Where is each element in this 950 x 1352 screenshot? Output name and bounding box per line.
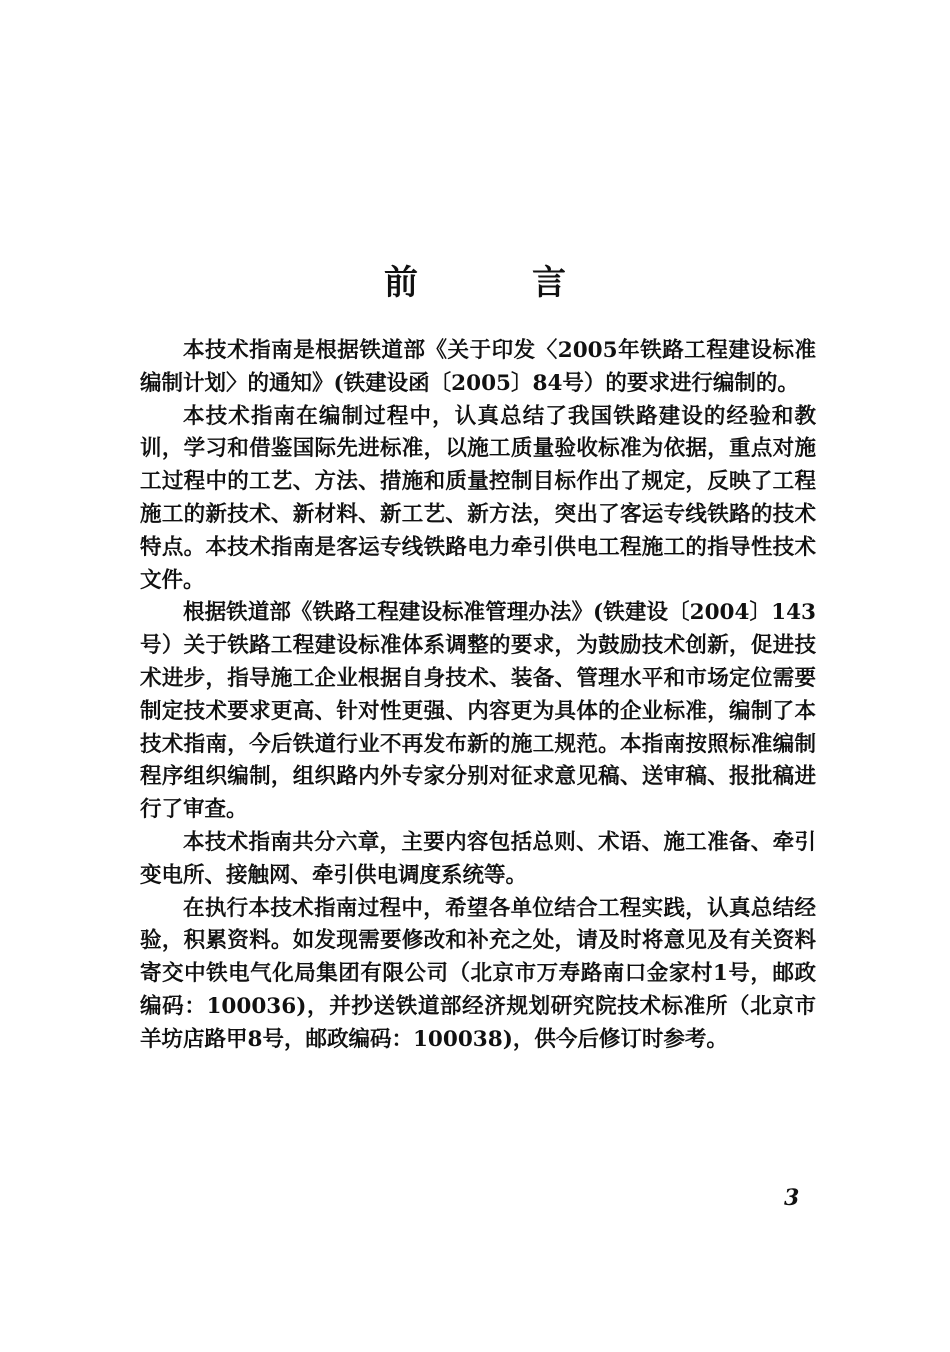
paragraph-1: 本技术指南是根据铁道部《关于印发〈2005年铁路工程建设标准编制计划〉的通知》(铁建设函〔2005〕84号）的要求进行编制的。 — [140, 338, 816, 396]
paragraph-2: 本技术指南在编制过程中，认真总结了我国铁路建设的经验和教训，学习和借鉴国际先进标准，以施工质量验收标准为依据，重点对施工过程中的工艺、方法、措施和质量控制目标作出了规定，反映了工程施工的新技术、新材料、新工艺、新方法，突出了客运专线铁路的技术特点。本技术指南是客运专线铁路电力牵引供电工程施工的指导性技术文件。 — [140, 403, 816, 593]
paragraph-5: 在执行本技术指南过程中，希望各单位结合工程实践，认真总结经验，积累资料。如发现需要修改和补充之处，请及时将意见及有关资料寄交中铁电气化局集团有限公司（北京市万寿路南口金家村1号，邮政编码：100036)，并抄送铁道部经济规划研究院技术标准所（北京市羊坊店路甲8号，邮政编码：100038)，供今后修订时参考。 — [140, 895, 816, 1052]
preface-body — [140, 335, 816, 1057]
paragraph-4: 本技术指南共分六章，主要内容包括总则、术语、施工准备、牵引变电所、接触网、牵引供电调度系统等。 — [140, 829, 816, 888]
page-number: 3 — [784, 1185, 800, 1211]
page-title: 前 言 — [384, 263, 606, 303]
paragraph-3: 根据铁道部《铁路工程建设标准管理办法》(铁建设〔2004〕143号）关于铁路工程建设标准体系调整的要求，为鼓励技术创新，促进技术进步，指导施工企业根据自身技术、装备、管理水平和市场定位需要制定技术要求更高、针对性更强、内容更为具体的企业标准，编制了本技术指南，今后铁道行业不再发布新的施工规范。本指南按照标准编制程序组织编制，组织路内外专家分别对征求意见稿、送审稿、报批稿进行了审查。 — [140, 600, 816, 823]
